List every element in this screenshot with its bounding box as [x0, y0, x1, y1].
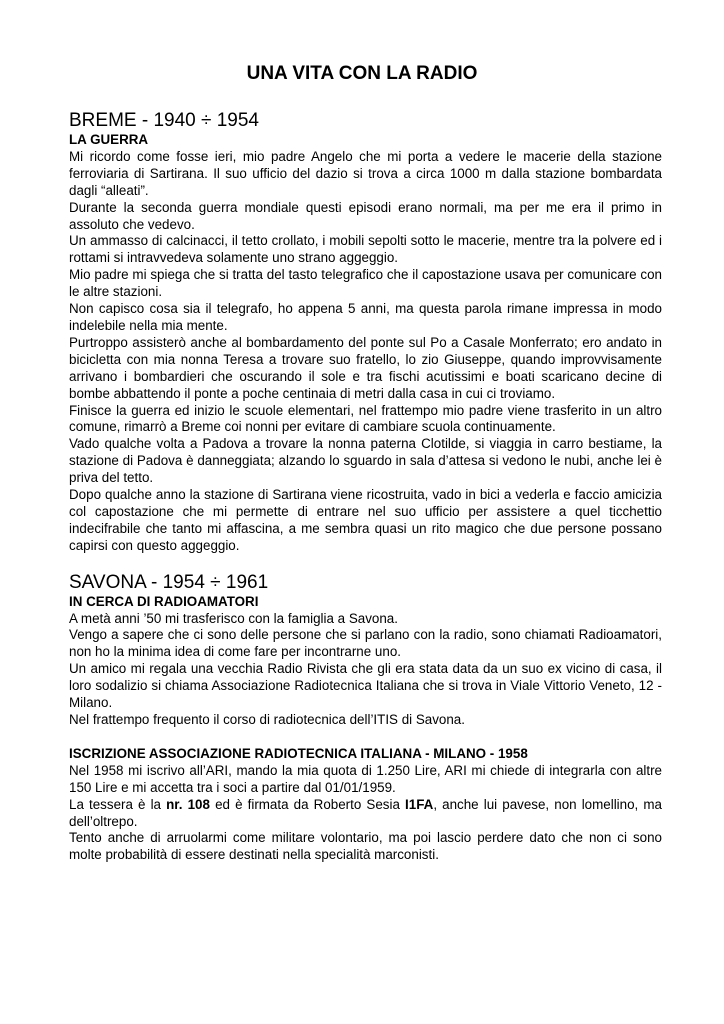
spacer [69, 729, 662, 746]
paragraph-tessera [69, 797, 662, 831]
paragraph: Nel 1958 mi iscrivo all’ARI, mando la mia quota di 1.250 Lire, ARI mi chiede di integrarla con altre 150 Lire e mi accetta tra i soci a partire dal 01/01/1959. [69, 762, 662, 795]
subheading-radioamatori: IN CERCA DI RADIOAMATORI [69, 593, 259, 609]
paragraph: Finisce la guerra ed inizio le scuole elementari, nel frattempo mio padre viene trasferito in un altro comune, rimarrò a Breme coi nonni per evitare di cambiare scuola continuamente. [69, 402, 662, 435]
paragraph: Un ammasso di calcinacci, il tetto crollato, i mobili sepolti sotto le macerie, mentre tra la polvere ed i rottami si intravvedeva solamente uno strano aggeggio. [69, 233, 662, 266]
paragraph: Tento anche di arruolarmi come militare volontario, ma poi lascio perdere dato che non ci sono molte probabilità di essere destinati nella specialità marconisti. [69, 830, 662, 863]
text-run: ed è firmata da Roberto Sesia [209, 796, 406, 812]
paragraph: Non capisco cosa sia il telegrafo, ho appena 5 anni, ma questa parola rimane impressa in modo indelebile nella mia mente. [69, 301, 662, 333]
paragraph: A metà anni ’50 mi trasferisco con la famiglia a Savona. [69, 610, 398, 626]
document-body [69, 110, 662, 864]
paragraph: Dopo qualche anno la stazione di Sartirana viene ricostruita, vado in bici a vederla e faccio amicizia col capostazione che mi permette di entrare nel suo ufficio per assistere a quel ticchettio indecifrabile che tanto mi affascina, a me sembra quasi un rito magico che due persone possano capirsi con questo aggeggio. [69, 487, 662, 553]
paragraph: Mio padre mi spiega che si tratta del tasto telegrafico che il capostazione usava per comunicare con le altre stazioni. [69, 267, 662, 300]
paragraph: Durante la seconda guerra mondiale questi episodi erano normali, ma per me era il primo in assoluto che vedevo. [69, 199, 662, 232]
membership-number: nr. 108 [166, 796, 210, 812]
document-title: UNA VITA CON LA RADIO [246, 63, 478, 84]
text-run: , anche lui pavese, non lomellino, ma dell’oltrepo. [69, 796, 662, 829]
section-heading-savona: SAVONA - 1954 ÷ 1961 [69, 571, 269, 593]
subheading-la-guerra: LA GUERRA [69, 132, 149, 147]
paragraph: Vado qualche volta a Padova a trovare la nonna paterna Clotilde, si viaggia in carro bestiame, la stazione di Padova è danneggiata; alzando lo sguardo in sala d’attesa si vedono le nubi, anche lei è priva del tetto. [69, 436, 662, 486]
section-heading-breme: BREME - 1940 ÷ 1954 [69, 110, 259, 131]
paragraph: Nel frattempo frequento il corso di radiotecnica dell’ITIS di Savona. [69, 712, 465, 727]
text-run: La tessera è la [69, 796, 167, 812]
paragraph: Purtroppo assisterò anche al bombardamento del ponte sul Po a Casale Monferrato; ero andato in bicicletta con mia nonna Teresa a trovare suo fratello, lo zio Giuseppe, quando improvvisamente arrivano i bombardieri che oscurando il sole e tra fischi acutissimi e boati scaricano decine di bombe abbattendo il ponte a poche centinaia di metri dalla casa in cui ci troviamo. [69, 334, 662, 401]
subheading-iscrizione: ISCRIZIONE ASSOCIAZIONE RADIOTECNICA ITALIANA - MILANO - 1958 [69, 745, 528, 761]
paragraph: Vengo a sapere che ci sono delle persone che si parlano con la radio, sono chiamati Radioamatori, non ho la minima idea di come fare per incontrarne uno. [69, 627, 662, 660]
callsign: I1FA [405, 796, 434, 812]
spacer [69, 555, 662, 572]
paragraph: Un amico mi regala una vecchia Radio Rivista che gli era stata data da un suo ex vicino di casa, il loro sodalizio si chiama Associazione Radiotecnica Italiana che si trova in Viale Vittorio Veneto, 12 - Milano. [69, 661, 662, 711]
paragraph: Mi ricordo come fosse ieri, mio padre Angelo che mi porta a vedere le macerie della stazione ferroviaria di Sartirana. Il suo ufficio del dazio si trova a circa 1000 m dalla stazione bombardata dagli “alleati”. [69, 148, 662, 198]
